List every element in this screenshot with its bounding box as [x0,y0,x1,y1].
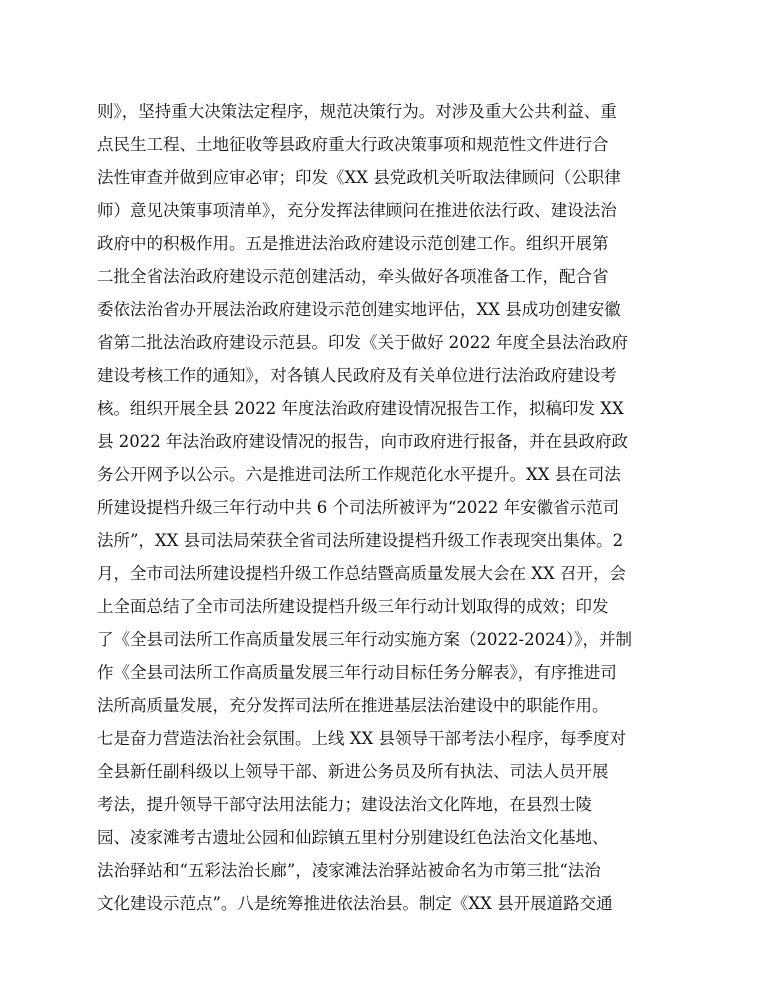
text-line: 法治驿站和“五彩法治长廊”，凌家滩法治驿站被命名为市第三批“法治 [97,861,601,880]
text-line: 建设考核工作的通知》，对各镇人民政府及有关单位进行法治政府建设考 [97,366,617,385]
text-line: 法所”，XX 县司法局荣获全省司法所建设提档升级工作表现突出集体。2 [97,531,624,550]
text-line: 月，全市司法所建设提档升级工作总结暨高质量发展大会在 XX 召开，会 [97,564,626,583]
text-line: 上全面总结了全市司法所建设提档升级三年行动计划取得的成效；印发 [97,597,609,616]
text-line: 法性审查并做到应审必审；印发《XX 县党政机关听取法律顾问（公职律 [97,168,621,187]
text-line: 二批全省法治政府建设示范创建活动，牵头做好各项准备工作，配合省 [97,267,609,286]
text-line: 省第二批法治政府建设示范县。印发《关于做好 2022 年度全县法治政府 [97,333,628,352]
text-line: 点民生工程、土地征收等县政府重大行政决策事项和规范性文件进行合 [97,135,609,154]
text-line: 文化建设示范点”。八是统筹推进依法治县。制定《XX 县开展道路交通 [97,894,613,913]
text-line: 核。组织开展全县 2022 年度法治政府建设情况报告工作，拟稿印发 XX [97,399,624,418]
text-line: 园、凌家滩考古遗址公园和仙踪镇五里村分别建设红色法治文化基地、 [97,828,609,847]
text-line: 政府中的积极作用。五是推进法治政府建设示范创建工作。组织开展第 [97,234,609,253]
text-line: 所建设提档升级三年行动中共 6 个司法所被评为“2022 年安徽省示范司 [97,498,620,517]
text-line: 县 2022 年法治政府建设情况的报告，向市政府进行报备，并在县政府政 [97,432,628,451]
text-line: 考法，提升领导干部守法用法能力；建设法治文化阵地，在县烈士陵 [97,795,592,814]
text-line: 全县新任副科级以上领导干部、新进公务员及所有执法、司法人员开展 [97,762,609,781]
text-line: 法所高质量发展，充分发挥司法所在推进基层法治建设中的职能作用。 [97,696,609,715]
text-line: 委依法治省办开展法治政府建设示范创建实地评估，XX 县成功创建安徽 [97,300,621,319]
text-line: 则》，坚持重大决策法定程序，规范决策行为。对涉及重大公共利益、重 [97,102,617,121]
text-line: 师）意见决策事项清单》，充分发挥法律顾问在推进依法行政、建设法治 [97,201,617,220]
text-line: 务公开网予以公示。六是推进司法所工作规范化水平提升。XX 县在司法 [97,465,621,484]
text-line: 作《全县司法所工作高质量发展三年行动目标任务分解表》，有序推进司 [97,663,617,682]
text-line: 七是奋力营造法治社会氛围。上线 XX 县领导干部考法小程序，每季度对 [97,729,626,748]
text-line: 了《全县司法所工作高质量发展三年行动实施方案（2022-2024）》，并制 [97,630,633,649]
